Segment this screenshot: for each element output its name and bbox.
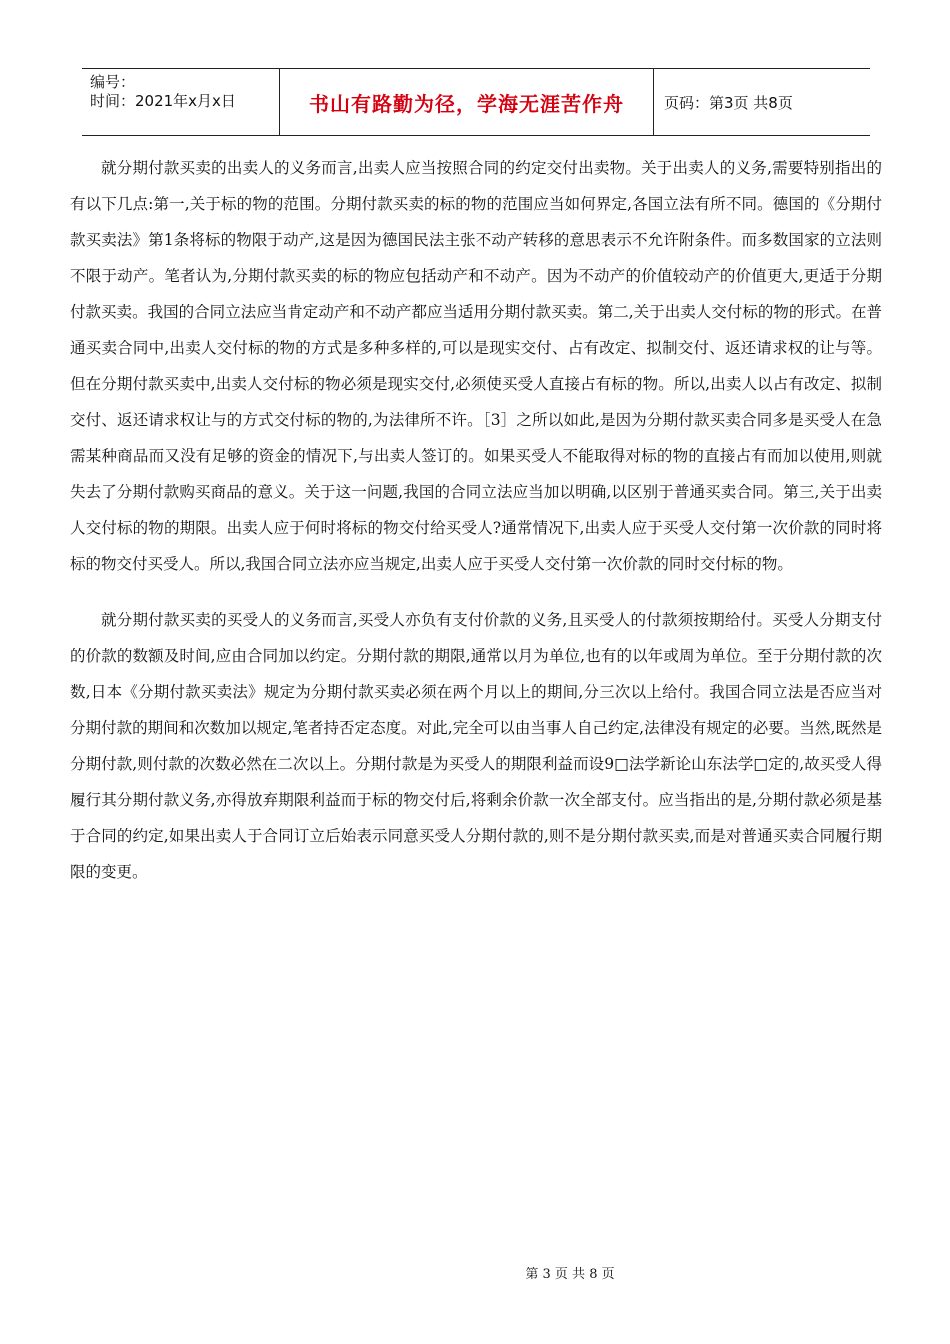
header-meta <box>82 69 280 135</box>
header-page-info: 页码：第3页 共8页 <box>664 93 793 112</box>
document-body <box>70 150 882 890</box>
paragraph-buyer-obligations: 就分期付款买卖的买受人的义务而言,买受人亦负有支付价款的义务,且买受人的付款须按期给付。买受人分期支付的价款的数额及时间,应由合同加以约定。分期付款的期限,通常以月为单位,也有的以年或周为单位。至于分期付款的次数,日本《分期付款买卖法》规定为分期付款买卖必须在两个月以上的期间,分三次以上给付。我国合同立法是否应当对分期付款的期间和次数加以规定,笔者持否定态度。对此,完全可以由当事人自己约定,法律没有规定的必要。当然,既然是分期付款,则付款的次数必然在二次以上。分期付款是为买受人的期限利益而设9□法学新论山东法学□定的,故买受人得履行其分期付款义务,亦得放弃期限利益而于标的物交付后,将剩余价款一次全部支付。应当指出的是,分期付款必须是基于合同的约定,如果出卖人于合同订立后始表示同意买受人分期付款的,则不是分期付款买卖,而是对普通买卖合同履行期限的变更。 <box>70 611 882 881</box>
document-date-label: 时间：2021年x月x日 <box>90 92 236 110</box>
header-motto-cell <box>280 69 654 135</box>
paragraph-seller-obligations: 就分期付款买卖的出卖人的义务而言,出卖人应当按照合同的约定交付出卖物。关于出卖人的义务,需要特别指出的有以下几点:第一,关于标的物的范围。分期付款买卖的标的物的范围应当如何界定,各国立法有所不同。德国的《分期付款买卖法》第1条将标的物限于动产,这是因为德国民法主张不动产转移的意思表示不允许附条件。而多数国家的立法则不限于动产。笔者认为,分期付款买卖的标的物应包括动产和不动产。因为不动产的价值较动产的价值更大,更适于分期付款买卖。我国的合同立法应当肯定动产和不动产都应当适用分期付款买卖。第二,关于出卖人交付标的物的形式。在普通买卖合同中,出卖人交付标的物的方式是多种多样的,可以是现实交付、占有改定、拟制交付、返还请求权的让与等。但在分期付款买卖中,出卖人交付标的物必须是现实交付,必须使买受人直接占有标的物。所以,出卖人以占有改定、拟制交付、返还请求权让与的方式交付标的物的,为法律所不许。［3］之所以如此,是因为分期付款买卖合同多是买受人在急需某种商品而又没有足够的资金的情况下,与出卖人签订的。如果买受人不能取得对标的物的直接占有而加以使用,则就失去了分期付款购买商品的意义。关于这一问题,我国的合同立法应当加以明确,以区别于普通买卖合同。第三,关于出卖人交付标的物的期限。出卖人应于何时将标的物交付给买受人?通常情况下,出卖人应于买受人交付第一次价款的同时将标的物交付买受人。所以,我国合同立法亦应当规定,出卖人应于买受人交付第一次价款的同时交付标的物。 <box>70 159 882 573</box>
header-motto: 书山有路勤为径，学海无涯苦作舟 <box>309 91 624 116</box>
page-footer: 第 3 页 共 8 页 <box>525 1267 615 1282</box>
document-number-label: 编号： <box>90 73 136 91</box>
document-header <box>82 68 870 136</box>
